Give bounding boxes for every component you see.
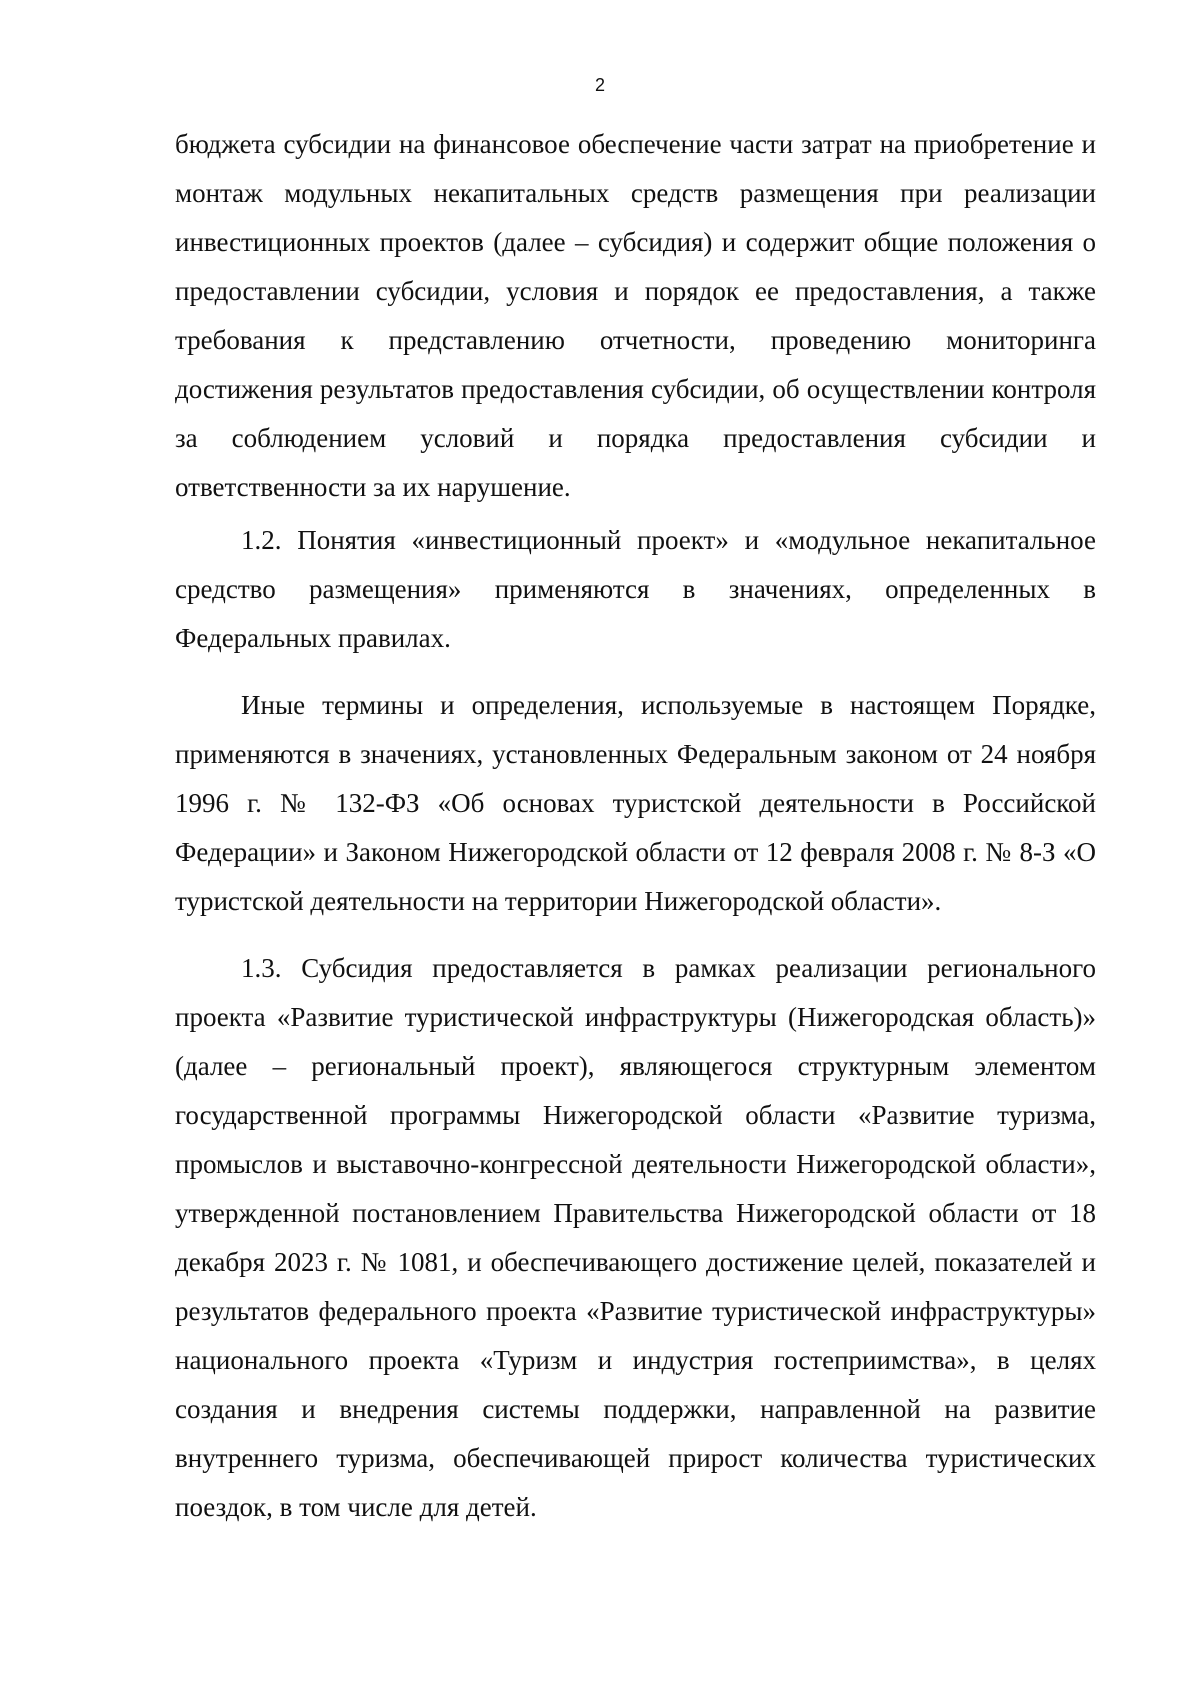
paragraph-intro-continuation: бюджета субсидии на финансовое обеспечение части затрат на приобретение и монтаж модульных некапитальных средств размещения при реализации инвестиционных проектов (далее – субсидия) и содержит общие положения о предоставлении субсидии, условия и порядок ее предоставления, а также требования к представлению отчетности, проведению мониторинга достижения результатов предоставления субсидии, об осуществлении контроля за соблюдением условий и порядка предоставления субсидии и ответственности за их нарушение.	[175, 129, 1096, 502]
page-number: 2	[594, 75, 605, 95]
paragraph-1-3-subsidy-project: 1.3. Субсидия предоставляется в рамках реализации регионального проекта «Развитие туристической инфраструктуры (Нижегородская область)» (далее – региональный проект), являющегося структурным элементом государственной программы Нижегородской области «Развитие туризма, промыслов и выставочно-конгрессной деятельности Нижегородской области», утвержденной постановлением Правительства Нижегородской области от 18 декабря 2023 г. № 1081, и обеспечивающего достижение целей, показателей и результатов федерального проекта «Развитие туристической инфраструктуры» национального проекта «Туризм и индустрия гостеприимства», в целях создания и внедрения системы поддержки, направленной на развитие внутреннего туризма, обеспечивающей прирост количества туристических поездок, в том числе для детей.	[175, 953, 1096, 1522]
document-body	[175, 120, 1096, 1532]
paragraph-1-2-definitions: 1.2. Понятия «инвестиционный проект» и «модульное некапитальное средство размещения» применяются в значениях, определенных в Федеральных правилах.	[175, 525, 1096, 653]
paragraph-other-terms: Иные термины и определения, используемые в настоящем Порядке, применяются в значениях, установленных Федеральным законом от 24 ноября 1996 г. № 132-ФЗ «Об основах туристской деятельности в Российской Федерации» и Законом Нижегородской области от 12 февраля 2008 г. № 8-З «О туристской деятельности на территории Нижегородской области».	[175, 690, 1096, 916]
